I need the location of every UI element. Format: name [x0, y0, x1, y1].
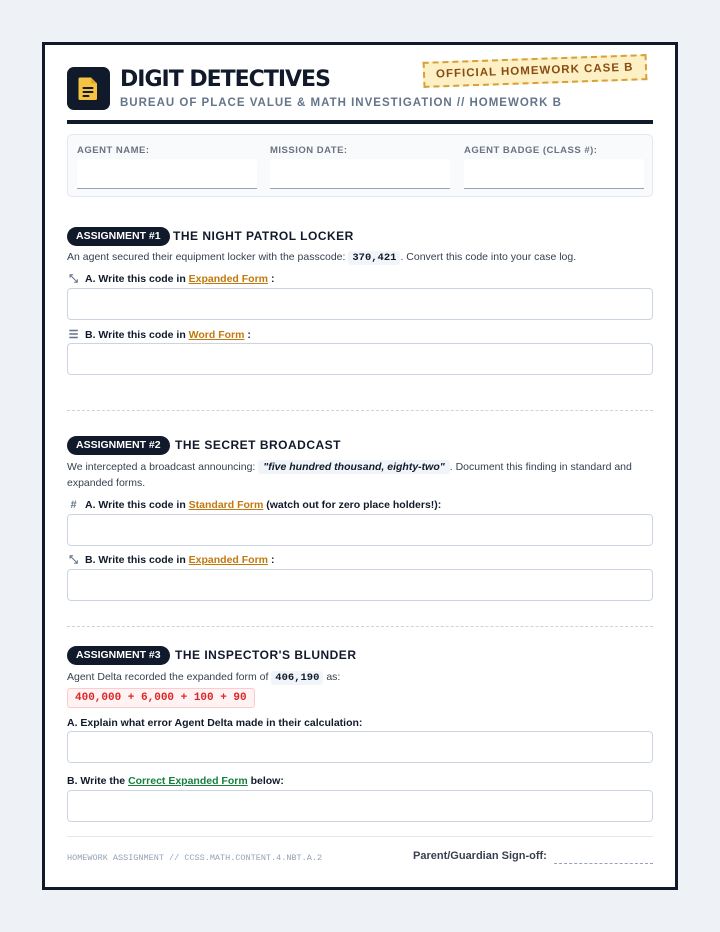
assignment-2-question-a	[67, 499, 441, 511]
page-title: DIGIT DETECTIVES	[120, 67, 330, 92]
section-divider	[67, 626, 653, 627]
agent-name-label: AGENT NAME:	[77, 145, 150, 156]
question-a-prefix: A. Write this code in	[85, 499, 189, 511]
assignment-2-text	[67, 459, 653, 491]
question-b-suffix: below:	[247, 775, 284, 787]
expand-icon: ⤡	[69, 273, 78, 285]
assignment-1-answer-b[interactable]	[67, 343, 653, 375]
assignment-2-answer-a[interactable]	[67, 514, 653, 546]
assignment-3-answer-b[interactable]	[67, 790, 653, 822]
agent-info-panel	[67, 134, 653, 197]
assignment-3-answer-a[interactable]	[67, 731, 653, 763]
agent-badge-input[interactable]	[464, 159, 644, 189]
lines-icon: ☰	[68, 329, 79, 341]
assignment-1-text-start: An agent secured their equipment locker with the passcode:	[67, 251, 349, 263]
assignment-1-title: THE NIGHT PATROL LOCKER	[173, 229, 354, 243]
agent-badge-label: AGENT BADGE (CLASS #):	[464, 145, 598, 156]
assignment-2-title: THE SECRET BROADCAST	[175, 438, 342, 452]
passcode-chip: 370,421	[348, 251, 400, 265]
expand-icon: ⤡	[69, 554, 78, 566]
section-divider	[67, 410, 653, 411]
assignment-2-text-start: We intercepted a broadcast announcing:	[67, 461, 259, 473]
broadcast-quote: "five hundred thousand, eighty-two"	[258, 460, 449, 474]
recorded-number-chip: 406,190	[271, 671, 323, 685]
assignment-1-pill: ASSIGNMENT #1	[67, 227, 170, 246]
document-icon	[77, 76, 100, 101]
homework-sheet	[42, 42, 678, 890]
assignment-2-text-end: . Document this finding in standard and expanded forms.	[67, 461, 632, 489]
hash-icon: #	[70, 499, 77, 511]
incorrect-expression: 400,000 + 6,000 + 100 + 90	[67, 688, 255, 708]
footer-rule	[67, 836, 653, 837]
question-a-highlight: Standard Form	[188, 499, 264, 511]
assignment-1-question-b	[67, 328, 251, 341]
question-b-prefix: B. Write this code in	[85, 329, 189, 341]
question-a-prefix: A. Write this code in	[85, 273, 189, 285]
header-rule	[67, 120, 653, 124]
logo	[67, 67, 110, 110]
standard-code: HOMEWORK ASSIGNMENT // CCSS.MATH.CONTENT.4.NBT.A.2	[67, 853, 323, 863]
assignment-2-answer-b[interactable]	[67, 569, 653, 601]
signoff-label: Parent/Guardian Sign-off:	[413, 850, 547, 862]
case-stamp: OFFICIAL HOMEWORK CASE B	[423, 54, 647, 88]
assignment-1-text	[67, 249, 653, 266]
signature-line[interactable]	[554, 863, 653, 864]
assignment-3-title: THE INSPECTOR'S BLUNDER	[175, 648, 357, 662]
question-a-suffix: (watch out for zero place holders!):	[266, 499, 442, 511]
question-b-prefix: B. Write this code in	[85, 554, 189, 566]
question-b-prefix: B. Write the	[67, 775, 129, 787]
agent-name-input[interactable]	[77, 159, 257, 189]
assignment-2-question-b	[67, 554, 274, 567]
assignment-3-pill: ASSIGNMENT #3	[67, 646, 170, 665]
page-subtitle: BUREAU OF PLACE VALUE & MATH INVESTIGATION // HOMEWORK B	[120, 97, 562, 109]
question-b-highlight: Correct Expanded Form	[128, 775, 248, 787]
assignment-3-text	[67, 669, 653, 686]
mission-date-label: MISSION DATE:	[270, 145, 348, 156]
assignment-3-question-a: A. Explain what error Agent Delta made in their calculation:	[67, 717, 363, 729]
assignment-2-pill: ASSIGNMENT #2	[67, 436, 170, 455]
assignment-3-text-start: Agent Delta recorded the expanded form of	[67, 671, 272, 683]
assignment-3-text-end: as:	[323, 671, 341, 683]
question-b-highlight: Word Form	[188, 329, 245, 341]
mission-date-input[interactable]	[270, 159, 450, 189]
question-b-suffix: :	[247, 329, 251, 341]
assignment-3-question-b	[67, 775, 284, 787]
question-a-highlight: Expanded Form	[188, 273, 269, 285]
question-b-suffix: :	[270, 554, 275, 566]
assignment-1-question-a	[67, 273, 274, 286]
question-a-suffix: :	[270, 273, 275, 285]
assignment-1-answer-a[interactable]	[67, 288, 653, 320]
assignment-1-text-end: . Convert this code into your case log.	[400, 251, 577, 263]
question-b-highlight: Expanded Form	[188, 554, 269, 566]
